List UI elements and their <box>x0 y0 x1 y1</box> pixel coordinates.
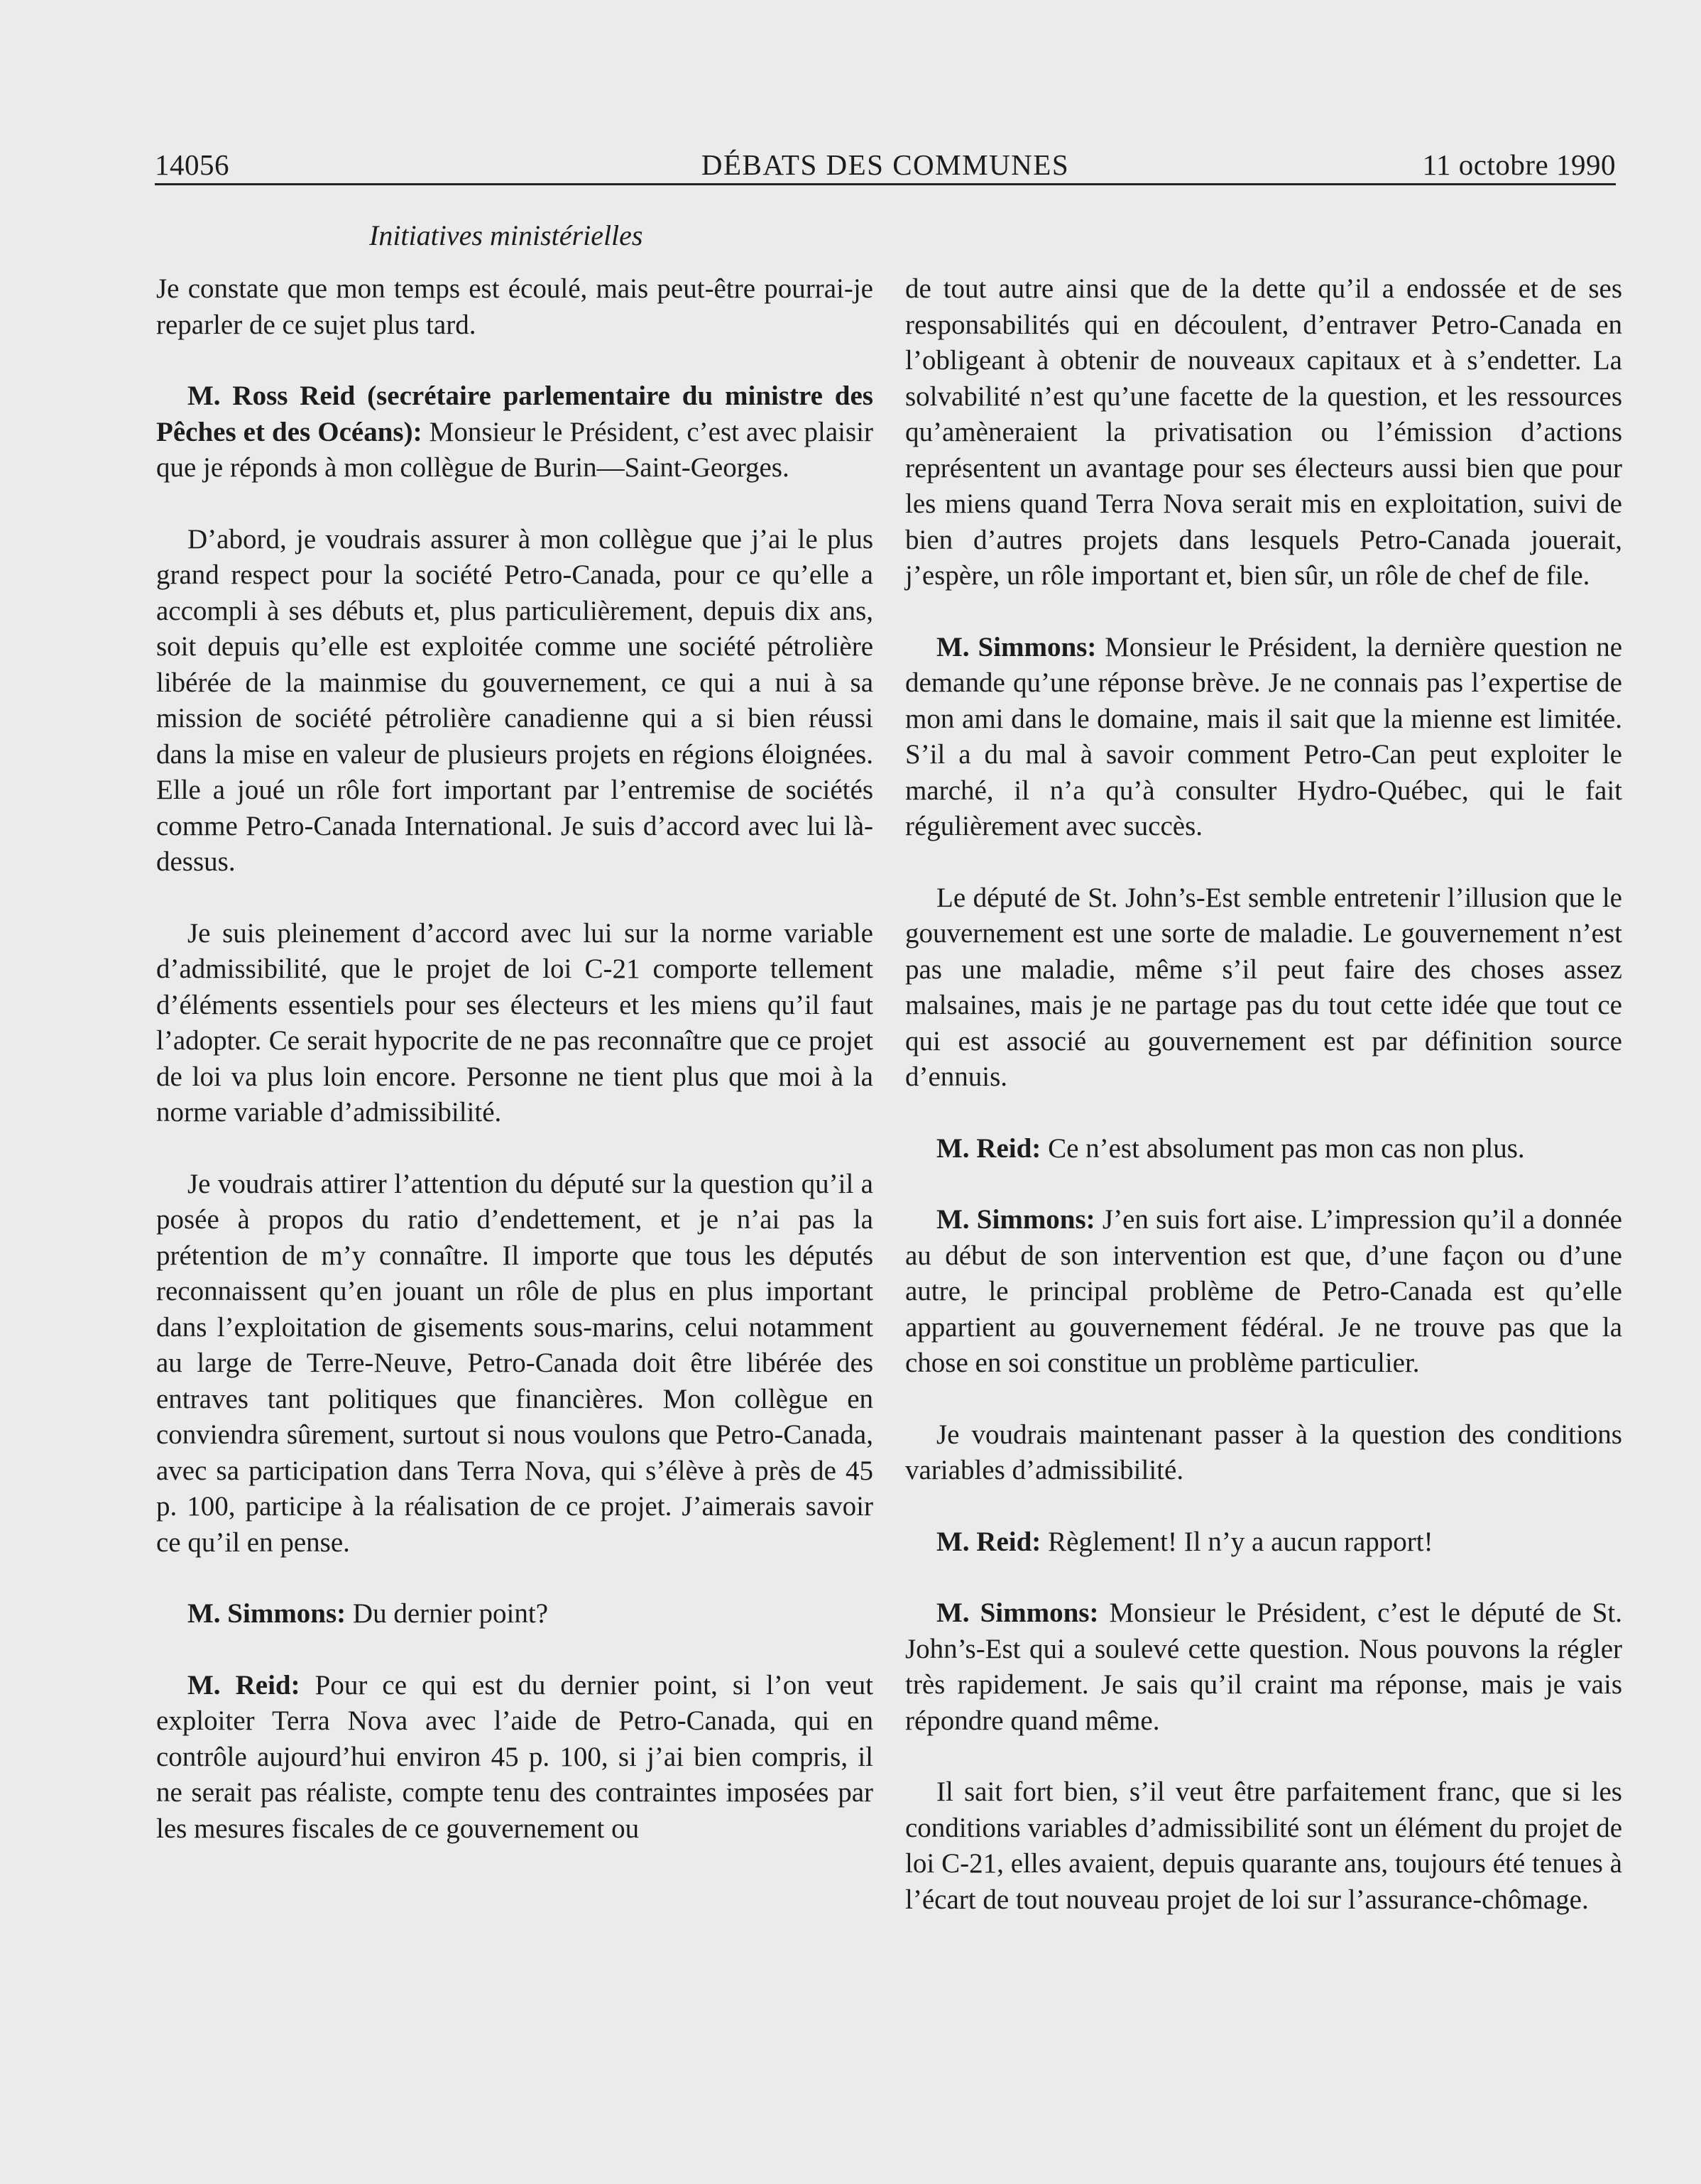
paragraph-text: Monsieur le Président, c’est avec plaisir que je réponds à mon collègue de Burin—Saint-Georges. <box>156 416 873 483</box>
speaker-label: M. Simmons: <box>936 1204 1095 1235</box>
paragraph <box>156 1596 873 1632</box>
paragraph <box>156 1668 873 1847</box>
paragraph-text: Pour ce qui est du dernier point, si l’on veut exploiter Terra Nova avec l’aide de Petro-Canada, qui en contrôle aujourd’hui environ 45 p. 100, si j’ai bien compris, il ne serait pas réaliste, compte tenu des contraintes imposées par les mesures fiscales de ce gouvernement ou <box>156 1669 873 1844</box>
paragraph <box>905 1595 1622 1739</box>
speaker-label: M. Reid: <box>936 1132 1041 1164</box>
paragraph <box>156 1167 873 1561</box>
speaker-label: M. Ross Reid (secrétaire parlementaire du ministre des Pêches et des Océans): <box>156 381 873 447</box>
page-number: 14056 <box>155 148 229 181</box>
paragraph-text: de tout autre ainsi que de la dette qu’il a endossée et de ses responsabilités qui en découlent, d’entraver Petro-Canada en l’obligeant à obtenir de nouveaux capitaux et à s’endetter. La solvabilité n’est qu’une facette de la question, et les ressources qu’amèneraient la privatisation ou l’émission d’actions représentent un avantage pour ses électeurs aussi bien que pour les miens quand Terra Nova serait mis en exploitation, suivi de bien d’autres projets dans lesquels Petro-Canada jouerait, j’espère, un rôle important et, bien sûr, un rôle de chef de file. <box>905 273 1622 591</box>
paragraph-text: Je voudrais maintenant passer à la question des conditions variables d’admissibilité. <box>905 1419 1622 1485</box>
paragraph-text: Règlement! Il n’y a aucun rapport! <box>1048 1526 1433 1557</box>
paragraph <box>905 271 1622 594</box>
header-rule <box>155 183 1616 185</box>
paragraph <box>905 1131 1622 1167</box>
paragraph <box>156 271 873 343</box>
issue-date: 11 octobre 1990 <box>1422 148 1616 181</box>
paragraph <box>905 1524 1622 1561</box>
running-header <box>155 139 1616 182</box>
speaker-label: M. Simmons: <box>936 1598 1099 1628</box>
paragraph-text: Du dernier point? <box>352 1598 548 1629</box>
paragraph <box>156 916 873 1131</box>
section-heading: Initiatives ministérielles <box>369 219 643 251</box>
paragraph <box>905 1774 1622 1918</box>
paragraph <box>905 880 1622 1096</box>
paragraph <box>905 1417 1622 1489</box>
paragraph <box>905 630 1622 845</box>
paragraph-text: J’en suis fort aise. L’impression qu’il a donnée au début de son intervention est que, d’une façon ou d’une autre, le principal problème de Petro-Canada est qu’elle appartient au gouvernement fédéral. Je ne trouve pas que la chose en soi constitue un problème particulier. <box>905 1204 1622 1378</box>
paragraph <box>156 522 873 880</box>
paragraph-text: Je constate que mon temps est écoulé, mais peut-être pourrai-je reparler de ce sujet plus tard. <box>156 273 873 340</box>
paragraph-text: Je suis pleinement d’accord avec lui sur la norme variable d’admissibilité, que le projet de loi C-21 comporte tellement d’éléments essentiels pour ses électeurs et les miens qu’il faut l’adopter. Ce serait hypocrite de ne pas reconnaître que ce projet de loi va plus loin encore. Personne ne tient plus que moi à la norme variable d’admissibilité. <box>156 917 873 1128</box>
paragraph-text: Il sait fort bien, s’il veut être parfaitement franc, que si les conditions variables d’admissibilité sont un élément du projet de loi C-21, elles avaient, depuis quarante ans, toujours été tenues à l’écart de tout nouveau projet de loi sur l’assurance-chômage. <box>905 1776 1622 1915</box>
publication-title: DÉBATS DES COMMUNES <box>701 148 1070 181</box>
paragraph <box>905 1202 1622 1382</box>
right-column <box>905 271 1622 1918</box>
paragraph-text: D’abord, je voudrais assurer à mon collègue que j’ai le plus grand respect pour la société Petro-Canada, pour ce qu’elle a accompli à ses débuts et, plus particulièrement, depuis dix ans, soit depuis qu’elle est exploitée comme une société pétrolière libérée de la mainmise du gouvernement, ce qui a nui à sa mission de société pétrolière canadienne qui a si bien réussi dans la mise en valeur de plusieurs projets en régions éloignées. Elle a joué un rôle fort important par l’entremise de sociétés comme Petro-Canada International. Je suis d’accord avec lui là-dessus. <box>156 523 873 877</box>
paragraph-text: Monsieur le Président, c’est le député de St. John’s-Est qui a soulevé cette question. Nous pouvons la régler très rapidement. Je sais qu’il craint ma réponse, mais je vais répondre quand même. <box>905 1598 1623 1736</box>
paragraph-text: Ce n’est absolument pas mon cas non plus. <box>1048 1132 1525 1164</box>
paragraph-text: Monsieur le Président, la dernière question ne demande qu’une réponse brève. Je ne connais pas l’expertise de mon ami dans le domaine, mais il sait que la mienne est limitée. S’il a du mal à savoir comment Petro-Can peut exploiter le marché, il n’a qu’à consulter Hydro-Québec, qui le fait régulièrement avec succès. <box>905 631 1623 841</box>
left-column <box>156 271 873 1847</box>
speaker-label: M. Reid: <box>936 1526 1041 1557</box>
speaker-label: M. Simmons: <box>936 631 1097 662</box>
speaker-label: M. Reid: <box>187 1669 300 1700</box>
paragraph <box>156 378 873 486</box>
paragraph-text: Le député de St. John’s-Est semble entretenir l’illusion que le gouvernement est une sorte de maladie. Le gouvernement n’est pas une maladie, même s’il peut faire des choses assez malsaines, mais je ne partage pas du tout cette idée que tout ce qui est associé au gouvernement est par définition source d’ennuis. <box>905 882 1622 1092</box>
paragraph-text: Je voudrais attirer l’attention du député sur la question qu’il a posée à propos du ratio d’endettement, et je n’ai pas la prétention de m’y connaître. Il importe que tous les députés reconnaissent qu’en jouant un rôle de plus en plus important dans l’exploitation de gisements sous-marins, celui notamment au large de Terre-Neuve, Petro-Canada doit être libérée des entraves tant politiques que financières. Mon collègue en conviendra sûrement, surtout si nous voulons que Petro-Canada, avec sa participation dans Terra Nova, qui s’élève à près de 45 p. 100, participe à la réalisation de ce projet. J’aimerais savoir ce qu’il en pense. <box>156 1168 873 1558</box>
speaker-label: M. Simmons: <box>187 1598 346 1629</box>
